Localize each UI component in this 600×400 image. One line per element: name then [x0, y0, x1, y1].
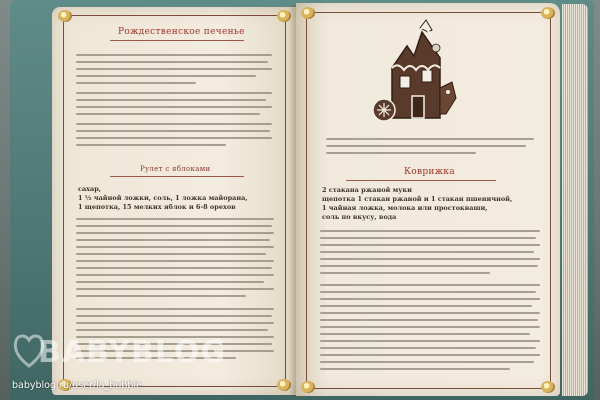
text-line — [320, 244, 540, 246]
corner-ornament — [541, 381, 555, 393]
text-line — [76, 308, 274, 310]
text-line — [76, 253, 266, 255]
text-line — [76, 260, 274, 262]
text-line — [76, 82, 196, 84]
text-line — [76, 61, 268, 63]
text-line — [320, 230, 540, 232]
text-line — [76, 218, 274, 220]
text-line — [320, 291, 536, 293]
text-line — [320, 305, 532, 307]
text-line — [76, 295, 246, 297]
text-line — [76, 315, 272, 317]
text-line — [326, 138, 534, 140]
text-line — [320, 347, 536, 349]
text-line — [326, 152, 476, 154]
text-line — [76, 75, 256, 77]
watermark-url: babyblog.ru/user/la_bubble — [12, 380, 142, 391]
text-line — [320, 319, 538, 321]
ingredient-line: сахар, — [78, 185, 102, 193]
text-line — [76, 144, 226, 146]
text-line — [76, 322, 274, 324]
text-line — [76, 113, 260, 115]
watermark-brand: BABYBLOG — [38, 335, 227, 370]
text-line — [320, 354, 540, 356]
text-line — [320, 326, 540, 328]
text-line — [76, 232, 274, 234]
ingredient-line: 1 ½ чайной ложки, соль, 1 ложка майорана, — [78, 194, 248, 202]
corner-ornament — [58, 10, 72, 22]
left-page-heading: Рождественское печенье — [118, 27, 245, 37]
text-line — [76, 123, 272, 125]
page-edges — [562, 4, 588, 396]
right-page-method-text — [320, 228, 540, 380]
heading-rule — [346, 180, 496, 181]
text-line — [320, 237, 536, 239]
ingredient-line: 2 стакана ржаной муки — [322, 186, 412, 194]
text-line — [76, 274, 274, 276]
text-line — [320, 361, 534, 363]
recipe-rule — [110, 176, 244, 177]
text-line — [76, 246, 274, 248]
text-line — [320, 298, 540, 300]
corner-ornament — [301, 7, 315, 19]
text-line — [76, 99, 266, 101]
text-line — [320, 251, 534, 253]
text-line — [320, 333, 530, 335]
text-line — [76, 281, 264, 283]
text-line — [76, 130, 270, 132]
ingredient-line: щепотка 1 стакан ржаной и 1 стакан пшеничной, — [322, 195, 513, 203]
left-recipe-title: Рулет с яблоками — [140, 165, 211, 173]
heading-rule — [110, 40, 244, 41]
left-page-body-text — [76, 52, 272, 162]
gingerbread-house-icon — [362, 18, 472, 128]
corner-ornament — [301, 381, 315, 393]
text-line — [320, 312, 540, 314]
text-line — [76, 137, 272, 139]
text-line — [326, 145, 526, 147]
right-page-caption-text — [326, 136, 534, 162]
text-line — [76, 239, 270, 241]
text-line — [320, 272, 490, 274]
text-line — [76, 288, 274, 290]
text-line — [76, 54, 272, 56]
text-line — [320, 284, 540, 286]
text-line — [76, 92, 272, 94]
text-line — [76, 225, 272, 227]
text-line — [76, 68, 272, 70]
text-line — [320, 258, 540, 260]
text-line — [320, 368, 510, 370]
gingerbread-house-illustration — [373, 20, 456, 121]
corner-ornament — [541, 7, 555, 19]
ingredient-line: 1 щепотка, 15 мелких яблок и 6-8 орехов — [78, 203, 236, 211]
text-line — [76, 267, 272, 269]
ingredient-line: 1 чайная ложка, молока или простокваши, — [322, 204, 488, 212]
text-line — [76, 106, 272, 108]
ingredient-line: соль по вкусу, вода — [322, 213, 397, 221]
text-line — [320, 265, 538, 267]
text-line — [320, 340, 540, 342]
right-page-heading: Коврижка — [404, 167, 455, 177]
text-line — [76, 329, 268, 331]
